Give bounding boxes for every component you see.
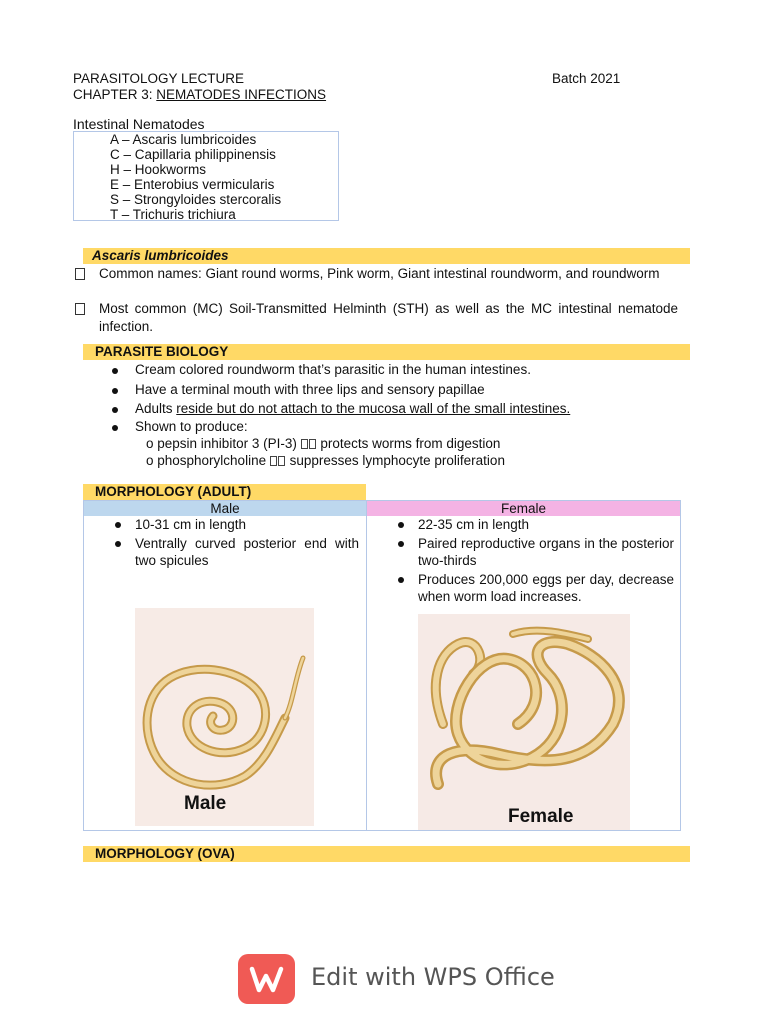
- feature-text: 22-35 cm in length: [418, 517, 530, 532]
- morphology-ova-heading: MORPHOLOGY (OVA): [83, 846, 690, 862]
- sub-item-term: o pepsin inhibitor 3 (PI-3): [146, 436, 301, 451]
- feature-text: Ventrally curved posterior end with two spicules: [135, 536, 359, 568]
- bullet-icon: [112, 425, 118, 431]
- intestinal-nematodes-title: Intestinal Nematodes: [73, 116, 205, 132]
- missing-glyph-icon: [75, 303, 85, 315]
- male-column-header: Male: [84, 501, 366, 516]
- bullet-text: Have a terminal mouth with three lips and sensory papillae: [135, 382, 485, 397]
- female-worm-image: [418, 614, 630, 830]
- bullet-text: Cream colored roundworm that’s parasitic in the human intestines.: [135, 362, 531, 377]
- list-item: H – Hookworms: [110, 162, 207, 177]
- bullet-icon: [112, 368, 118, 374]
- bullet-icon: [112, 388, 118, 394]
- feature-text: Produces 200,000 eggs per day, decrease when worm load increases.: [418, 572, 674, 604]
- list-item: [396, 571, 674, 605]
- biology-sub-item: [146, 436, 500, 452]
- chapter-name: NEMATODES INFECTIONS: [156, 87, 327, 102]
- list-item: E – Enterobius vermicularis: [110, 177, 275, 192]
- wps-logo-icon[interactable]: [238, 954, 295, 1004]
- list-item: T – Trichuris trichiura: [110, 207, 236, 222]
- ascaris-heading: Ascaris lumbricoides: [83, 248, 690, 264]
- table-divider: [366, 500, 367, 831]
- male-features-list: [113, 516, 359, 571]
- list-item: C – Capillaria philippinensis: [110, 147, 276, 162]
- parasite-biology-heading: PARASITE BIOLOGY: [83, 344, 690, 360]
- missing-glyph-icon: [75, 268, 85, 280]
- bullet-text: Shown to produce:: [135, 419, 248, 434]
- sub-item-term: o phosphorylcholine: [146, 453, 270, 468]
- feature-text: Paired reproductive organs in the posterior two-thirds: [418, 536, 674, 568]
- list-item: S – Strongyloides stercoralis: [110, 192, 282, 207]
- ascaris-point: [75, 265, 678, 283]
- missing-glyph-icon: [301, 439, 308, 449]
- chapter-title: [73, 87, 326, 103]
- bullet-icon: [115, 541, 121, 547]
- bullet-text-plain: Adults: [135, 401, 177, 416]
- list-item: A – Ascaris lumbricoides: [110, 132, 257, 147]
- ascaris-point: [75, 300, 678, 336]
- bullet-icon: [398, 541, 404, 547]
- female-caption: Female: [508, 806, 574, 827]
- ascaris-point-text: Common names: Giant round worms, Pink worm, Giant intestinal roundworm, and roundworm: [99, 266, 660, 281]
- male-caption: Male: [184, 793, 227, 814]
- sub-item-desc: suppresses lymphocyte proliferation: [285, 453, 505, 468]
- bullet-text-underlined: reside but do not attach to the mucosa wall of the small intestines.: [176, 401, 571, 416]
- male-worm-image: [135, 608, 314, 826]
- edit-with-wps-link[interactable]: Edit with WPS Office: [311, 963, 555, 991]
- list-item: [396, 535, 674, 569]
- missing-glyph-icon: [278, 456, 285, 466]
- batch-label: Batch 2021: [552, 71, 621, 86]
- list-item: [113, 535, 359, 569]
- morphology-adult-heading: MORPHOLOGY (ADULT): [83, 484, 366, 500]
- female-features-list: [396, 516, 674, 607]
- bullet-text: [135, 401, 570, 417]
- feature-text: 10-31 cm in length: [135, 517, 247, 532]
- bullet-icon: [115, 522, 121, 528]
- bullet-icon: [398, 522, 404, 528]
- list-item: [113, 516, 359, 533]
- intestinal-nematodes-list: [110, 132, 281, 222]
- list-item: [396, 516, 674, 533]
- female-worm-illustration: [418, 614, 630, 830]
- sub-item-desc: protects worms from digestion: [316, 436, 501, 451]
- ascaris-point-text: Most common (MC) Soil-Transmitted Helminth (STH) as well as the MC intestinal nematode infection.: [99, 301, 678, 334]
- chapter-prefix: CHAPTER 3:: [73, 87, 157, 102]
- course-title: PARASITOLOGY LECTURE: [73, 71, 245, 86]
- bullet-icon: [398, 577, 404, 583]
- biology-sub-item: [146, 453, 505, 469]
- bullet-icon: [112, 407, 118, 413]
- missing-glyph-icon: [309, 439, 316, 449]
- missing-glyph-icon: [270, 456, 277, 466]
- wps-w-icon: [238, 954, 295, 1004]
- female-column-header: Female: [367, 501, 680, 516]
